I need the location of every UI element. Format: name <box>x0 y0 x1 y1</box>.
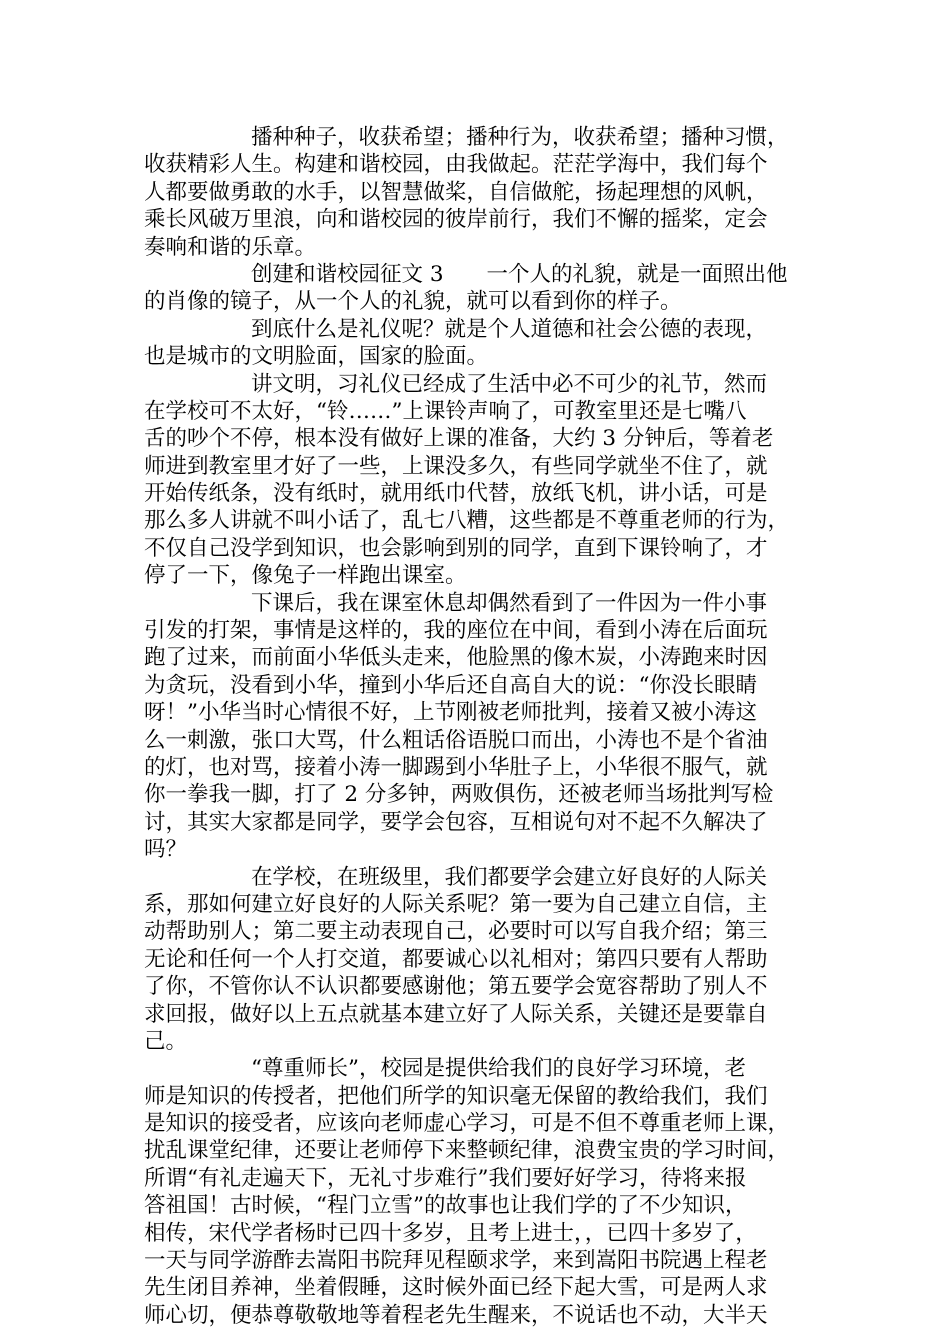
text-line: “尊重师长”，校园是提供给我们的良好学习环境，老 <box>251 1056 746 1082</box>
text-line: 收获精彩人生。构建和谐校园，由我做起。茫茫学海中，我们每个 <box>144 152 768 178</box>
text-line: 那么多人讲就不叫小话了，乱七八糟，这些都是不尊重老师的行为， <box>144 508 790 534</box>
text-line: 舌的吵个不停，根本没有做好上课的准备，大约 3 分钟后，等着老 <box>144 426 774 452</box>
text-line: 扰乱课堂纪律，还要让老师停下来整顿纪律，浪费宝贵的学习时间， <box>144 1138 790 1164</box>
text-line: 停了一下，像兔子一样跑出课室。 <box>144 563 467 589</box>
text-line: 在学校，在班级里，我们都要学会建立好良好的人际关 <box>251 864 768 890</box>
text-line: 动帮助别人；第二要主动表现自己，必要时可以写自我介绍；第三 <box>144 919 768 945</box>
text-line: 己。 <box>144 1028 188 1054</box>
text-line: 么一刺激，张口大骂，什么粗话俗语脱口而出，小涛也不是个省油 <box>144 727 768 753</box>
text-line: 不仅自己没学到知识，也会影响到别的同学，直到下课铃响了，才 <box>144 535 768 561</box>
text-line: 你一拳我一脚，打了 2 分多钟，两败俱伤，还被老师当场批判写检 <box>144 782 774 808</box>
text-line: 讲文明，习礼仪已经成了生活中必不可少的礼节，然而 <box>251 371 768 397</box>
text-line: 引发的打架，事情是这样的，我的座位在中间，看到小涛在后面玩 <box>144 618 768 644</box>
text-line: 系，那如何建立好良好的人际关系呢？第一要为自己建立自信，主 <box>144 891 768 917</box>
text-line: 播种种子，收获希望；播种行为，收获希望；播种习惯， <box>251 125 789 150</box>
document-page <box>144 124 814 1329</box>
text-line: 的肖像的镜子，从一个人的礼貌，就可以看到你的样子。 <box>144 289 682 315</box>
text-line: 吗？ <box>144 837 188 863</box>
text-line: 无论和任何一个人打交道，都要诚心以礼相对；第四只要有人帮助 <box>144 946 768 972</box>
text-line: 师心切，便恭尊敬敬地等着程老先生醒来，不说话也不动，大半天 <box>144 1302 768 1328</box>
text-line: 在学校可不太好，“铃……”上课铃声响了，可教室里还是七嘴八 <box>144 398 747 424</box>
text-line: 讨，其实大家都是同学，要学会包容，互相说句对不起不久解决了 <box>144 809 768 835</box>
text-line: 下课后，我在课室休息却偶然看到了一件因为一件小事 <box>251 590 768 616</box>
text-line: 的灯，也对骂，接着小涛一脚踢到小华肚子上，小华很不服气，就 <box>144 754 768 780</box>
text-line: 师是知识的传授者，把他们所学的知识毫无保留的教给我们，我们 <box>144 1083 768 1109</box>
text-line: 师进到教室里才好了一些，上课没多久，有些同学就坐不住了，就 <box>144 453 768 479</box>
text-line: 跑了过来，而前面小华低头走来，他脸黑的像木炭，小涛跑来时因 <box>144 645 768 671</box>
text-line: 所谓“有礼走遍天下，无礼寸步难行”我们要好好学习，待将来报 <box>144 1165 747 1191</box>
text-line: 为贪玩，没看到小华，撞到小华后还自高自大的说：“你没长眼睛 <box>144 672 757 698</box>
text-line: 奏响和谐的乐章。 <box>144 234 317 260</box>
text-line: 相传，宋代学者杨时已四十多岁，且考上进士，，已四十多岁了， <box>144 1220 757 1246</box>
text-line: 呀！”小华当时心情很不好，上节刚被老师批判，接着又被小涛这 <box>144 700 757 726</box>
text-line: 了你，不管你认不认识都要感谢他；第五要学会宽容帮助了别人不 <box>144 974 768 1000</box>
text-line: 到底什么是礼仪呢？就是个人道德和社会公德的表现， <box>251 316 768 342</box>
text-line: 也是城市的文明脸面，国家的脸面。 <box>144 344 489 370</box>
text-line: 乘长风破万里浪，向和谐校园的彼岸前行，我们不懈的摇桨，定会 <box>144 207 768 233</box>
text-line: 开始传纸条，没有纸时，就用纸巾代替，放纸飞机，讲小话，可是 <box>144 481 768 507</box>
text-line: 是知识的接受者，应该向老师虚心学习，可是不但不尊重老师上课， <box>144 1111 790 1137</box>
text-line: 先生闭目养神，坐着假睡，这时候外面已经下起大雪，可是两人求 <box>144 1275 768 1301</box>
text-line: 一天与同学游酢去嵩阳书院拜见程颐求学，来到嵩阳书院遇上程老 <box>144 1248 768 1274</box>
text-line: 创建和谐校园征文 3 一个人的礼貌，就是一面照出他 <box>251 261 788 287</box>
text-line: 求回报，做好以上五点就基本建立好了人际关系，关键还是要靠自 <box>144 1001 768 1027</box>
text-line: 答祖国！古时候，“程门立雪”的故事也让我们学的了不少知识， <box>144 1193 747 1219</box>
text-line: 人都要做勇敢的水手，以智慧做桨，自信做舵，扬起理想的风帆， <box>144 179 768 205</box>
